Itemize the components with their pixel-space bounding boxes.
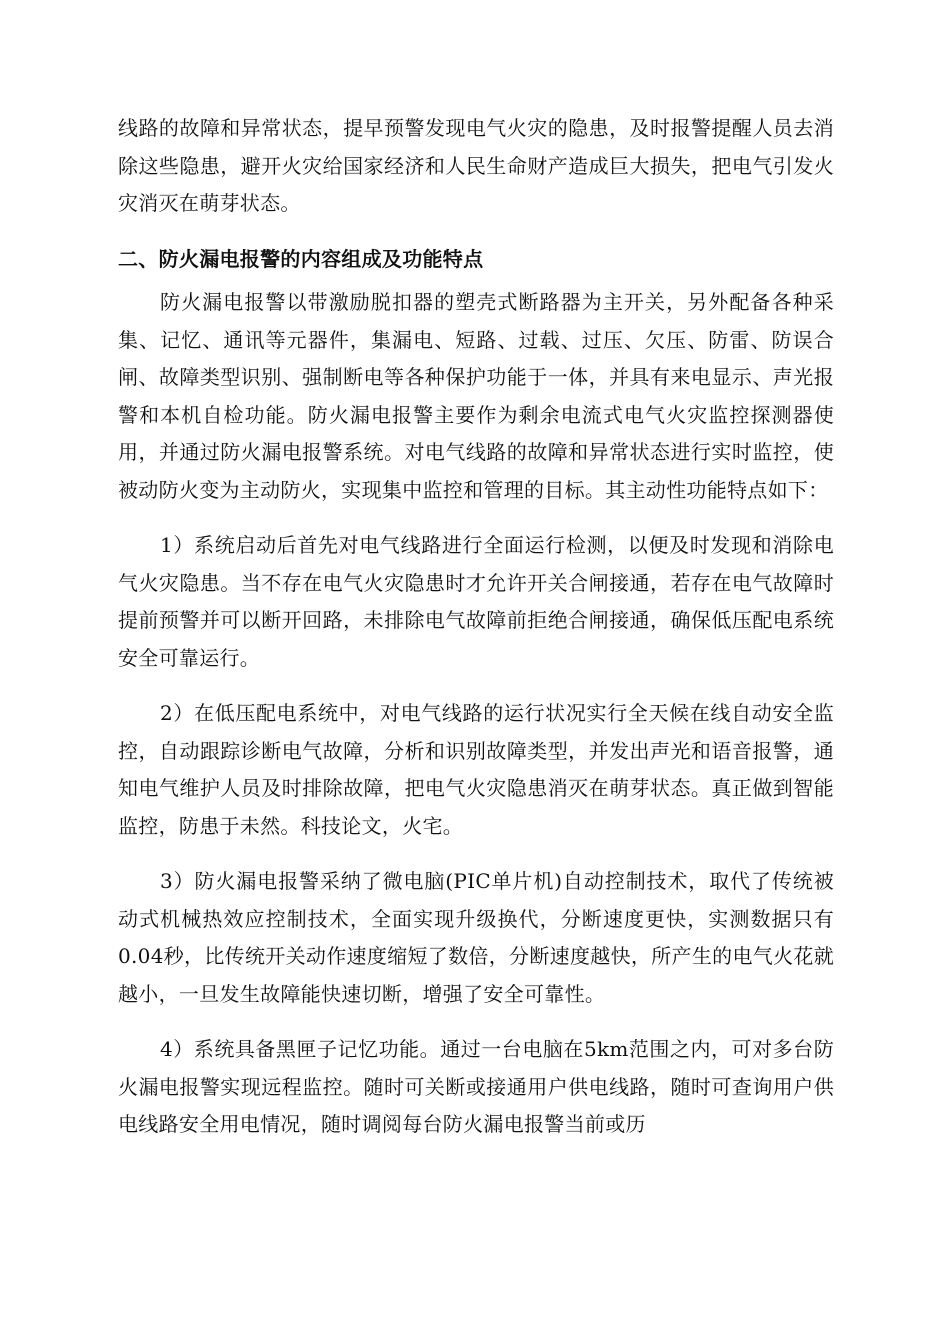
paragraph-item-4: 4）系统具备黑匣子记忆功能。通过一台电脑在5km范围之内，可对多台防火漏电报警实现远程监控。随时可关断或接通用户供电线路，随时可查询用户供电线路安全用电情况，随时调阅每台防火漏电报警当前或历: [118, 1037, 834, 1136]
paragraph-item-2: 2）在低压配电系统中，对电气线路的运行状况实行全天候在线自动安全监控，自动跟踪诊断电气故障，分析和识别故障类型，并发出声光和语音报警，通知电气维护人员及时排除故障，把电气火灾隐患消灭在萌芽状态。真正做到智能监控，防患于未然。科技论文，火宅。: [118, 701, 834, 838]
paragraph-intro: 防火漏电报警以带激励脱扣器的塑壳式断路器为主开关，另外配备各种采集、记忆、通讯等元器件，集漏电、短路、过载、过压、欠压、防雷、防误合闸、故障类型识别、强制断电等各种保护功能于一体，并具有来电显示、声光报警和本机自检功能。防火漏电报警主要作为剩余电流式电气火灾监控探测器使用，并通过防火漏电报警系统。对电气线路的故障和异常状态进行实时监控，使被动防火变为主动防火，实现集中监控和管理的目标。其主动性功能特点如下：: [118, 290, 834, 502]
paragraph-continuation: 线路的故障和异常状态，提早预警发现电气火灾的隐患，及时报警提醒人员去消除这些隐患，避开火灾给国家经济和人民生命财产造成巨大损失，把电气引发火灾消灭在萌芽状态。: [118, 116, 834, 215]
paragraph-item-1: 1）系统启动后首先对电气线路进行全面运行检测，以便及时发现和消除电气火灾隐患。当不存在电气火灾隐患时才允许开关合闸接通，若存在电气故障时提前预警并可以断开回路，未排除电气故障前拒绝合闸接通，确保低压配电系统安全可靠运行。: [118, 533, 834, 670]
section-heading: 二、防火漏电报警的内容组成及功能特点: [118, 246, 484, 271]
paragraph-item-3: 3）防火漏电报警采纳了微电脑(PIC单片机)自动控制技术，取代了传统被动式机械热效应控制技术，全面实现升级换代，分断速度更快，实测数据只有0.04秒，比传统开关动作速度缩短了数倍，分断速度越快，所产生的电气火花就越小，一旦发生故障能快速切断，增强了安全可靠性。: [118, 869, 834, 1006]
document-page: [118, 110, 834, 1144]
